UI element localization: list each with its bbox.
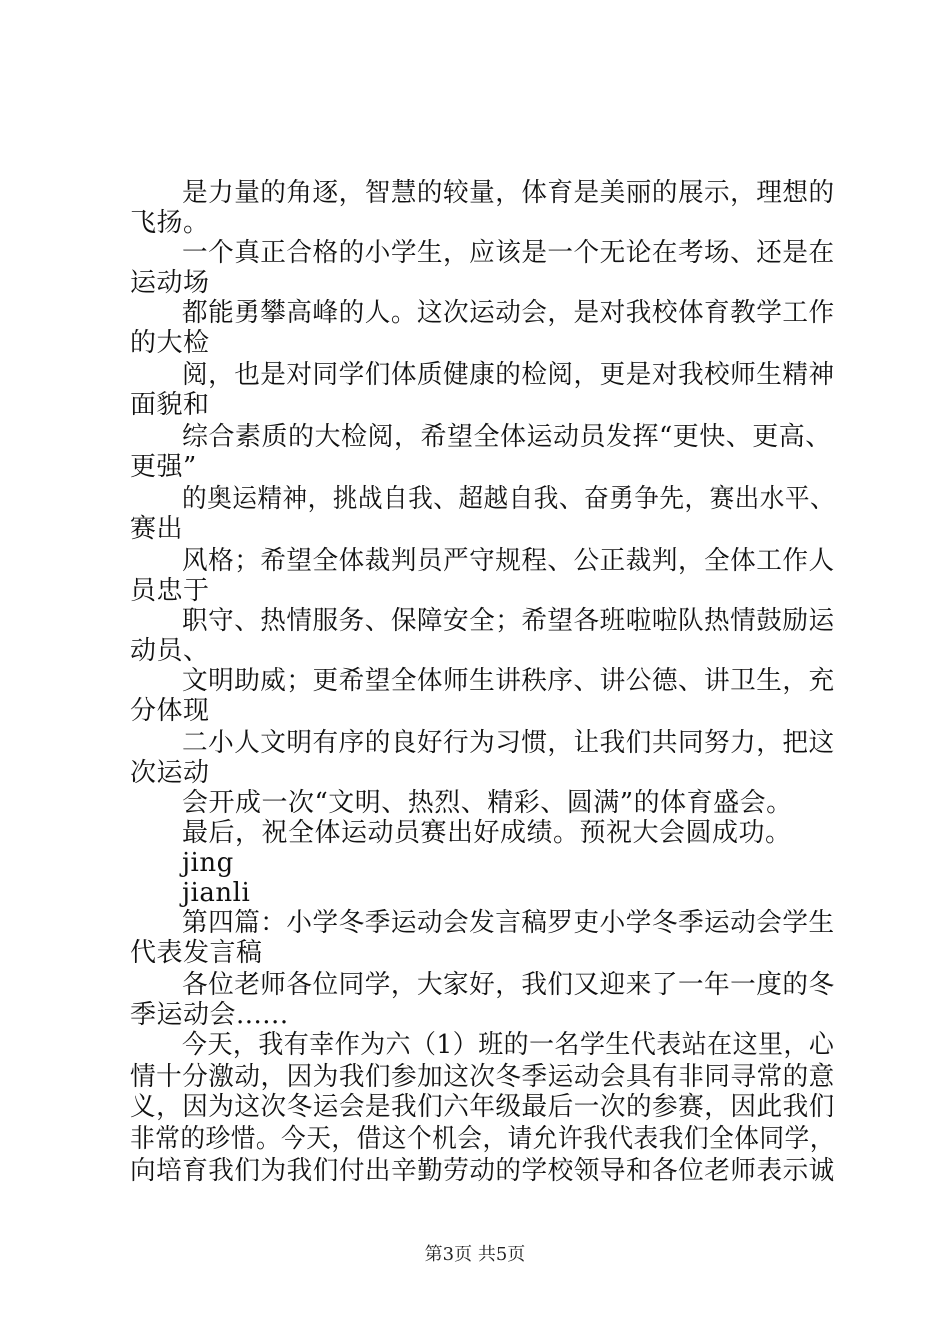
text-line: 面貌和	[130, 390, 210, 420]
text-line: 的奥运精神，挑战自我、超越自我、奋勇争先，赛出水平、	[182, 484, 836, 514]
text-line: 最后，祝全体运动员赛出好成绩。预祝大会圆成功。	[182, 818, 792, 848]
text-line: 义，因为这次冬运会是我们六年级最后一次的参赛，因此我们	[130, 1092, 835, 1122]
text-line: 各位老师各位同学，大家好，我们又迎来了一年一度的冬	[182, 970, 835, 1000]
text-line: jianli	[182, 878, 251, 908]
text-line: 季运动会......	[130, 1000, 289, 1030]
text-line: 赛出	[130, 514, 184, 544]
text-line: 是力量的角逐，智慧的较量，体育是美丽的展示，理想的	[182, 178, 835, 208]
text-line: 一个真正合格的小学生，应该是一个无论在考场、还是在	[182, 238, 835, 268]
text-line: 动员、	[130, 636, 210, 666]
text-line: 向培育我们为我们付出辛勤劳动的学校领导和各位老师表示诚	[130, 1156, 835, 1186]
text-line: 文明助威；更希望全体师生讲秩序、讲公德、讲卫生，充	[182, 666, 835, 696]
text-line: 职守、热情服务、保障安全；希望各班啦啦队热情鼓励运	[182, 606, 835, 636]
text-line: 分体现	[130, 696, 210, 726]
text-line: 今天，我有幸作为六（1）班的一名学生代表站在这里，心	[182, 1030, 835, 1060]
text-line: 二小人文明有序的良好行为习惯，让我们共同努力，把这	[182, 728, 835, 758]
text-line: 都能勇攀高峰的人。这次运动会，是对我校体育教学工作	[182, 298, 835, 328]
section-heading: 第四篇：小学冬季运动会发言稿罗吏小学冬季运动会学生	[182, 908, 835, 938]
page-footer	[0, 1240, 950, 1266]
text-line: 更强”	[130, 452, 197, 482]
text-line: 会开成一次“文明、热烈、精彩、圆满”的体育盛会。	[182, 788, 793, 818]
text-line: 综合素质的大检阅，希望全体运动员发挥“更快、更高、	[182, 422, 832, 452]
text-line: 员忠于	[130, 576, 210, 606]
text-line: 运动场	[130, 268, 210, 298]
text-line: 飞扬。	[130, 208, 210, 238]
text-line: 风格；希望全体裁判员严守规程、公正裁判，全体工作人	[182, 546, 835, 576]
page-total: 共5页	[477, 1244, 526, 1265]
text-line: 的大检	[130, 328, 210, 358]
text-line: jing	[182, 848, 234, 878]
text-line: 次运动	[130, 758, 210, 788]
text-line: 情十分激动，因为我们参加这次冬季运动会具有非同寻常的意	[130, 1062, 835, 1092]
section-heading: 代表发言稿	[130, 938, 263, 968]
text-line: 非常的珍惜。今天，借这个机会，请允许我代表我们全体同学，	[130, 1124, 835, 1154]
text-line: 阅，也是对同学们体质健康的检阅，更是对我校师生精神	[182, 360, 835, 390]
page-number: 第3页	[424, 1244, 473, 1265]
